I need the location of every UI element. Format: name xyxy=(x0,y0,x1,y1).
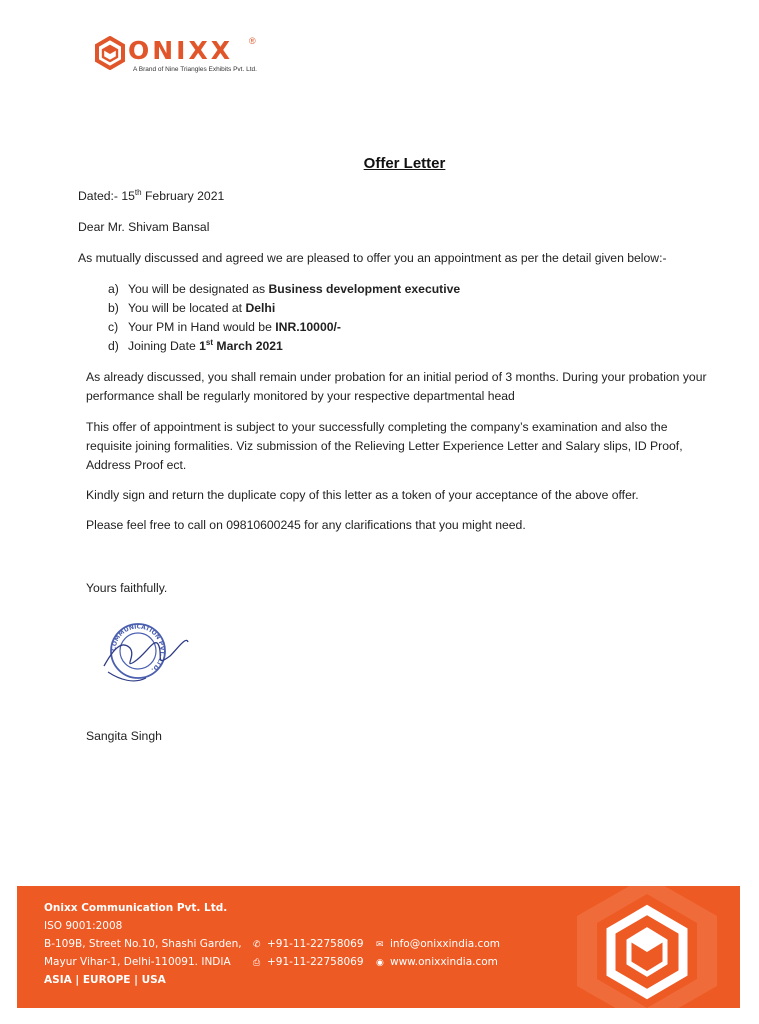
footer-email[interactable]: ✉ info@onixxindia.com xyxy=(376,935,500,954)
footer-address-line: Mayur Vihar-1, Delhi-110091. INDIA xyxy=(44,956,231,968)
signatory-name: Sangita Singh xyxy=(86,729,162,743)
envelope-icon: ✉ xyxy=(376,940,384,950)
footer-address-line: B-109B, Street No.10, Shashi Garden, xyxy=(44,938,242,950)
footer-company: Onixx Communication Pvt. Ltd. xyxy=(44,902,228,914)
probation-paragraph-line: performance shall be regularly monitored by your respective departmental head xyxy=(86,389,515,403)
svg-text:COMMUNICATION PVT. LTD.: COMMUNICATION PVT. LTD. xyxy=(110,623,166,674)
letterhead-footer xyxy=(17,886,740,1008)
footer-fax: ⎙ +91-11-22758069 xyxy=(253,953,364,972)
phone-icon: ✆ xyxy=(253,940,261,950)
intro-paragraph: As mutually discussed and agreed we are pleased to offer you an appointment as per the detail given below:- xyxy=(78,251,667,265)
registered-mark: ® xyxy=(249,36,256,46)
hexagon-cube-icon xyxy=(97,38,123,68)
closing: Yours faithfully. xyxy=(86,581,168,595)
salutation: Dear Mr. Shivam Bansal xyxy=(78,220,210,234)
probation-paragraph-line: As already discussed, you shall remain under probation for an initial period of 3 months. During your probation your xyxy=(86,370,707,384)
logo-tagline: A Brand of Nine Triangles Exhibits Pvt. Ltd. xyxy=(133,66,257,73)
footer-website[interactable]: ◉ www.onixxindia.com xyxy=(376,953,498,972)
logo-wordmark: ONIXX xyxy=(128,36,234,65)
list-item: b) You will be located at Delhi xyxy=(108,301,276,315)
conditions-paragraph-line: Address Proof ect. xyxy=(86,458,187,472)
footer-regions: ASIA | EUROPE | USA xyxy=(44,974,166,986)
letter-title: Offer Letter xyxy=(363,155,446,172)
fax-icon: ⎙ xyxy=(253,958,261,968)
footer-iso: ISO 9001:2008 xyxy=(44,920,123,932)
globe-icon: ◉ xyxy=(376,958,384,968)
conditions-paragraph-line: requisite joining formalities. Viz submission of the Relieving Letter Experience Letter and Salary slips, ID Proof, xyxy=(86,439,683,453)
onixx-logo xyxy=(93,36,127,70)
conditions-paragraph-line: This offer of appointment is subject to your successfully completing the company’s examination and also the xyxy=(86,420,668,434)
contact-paragraph: Please feel free to call on 09810600245 for any clarifications that you might need. xyxy=(86,518,526,532)
footer-hexagon-graphic xyxy=(537,886,740,1008)
footer-phone: ✆ +91-11-22758069 xyxy=(253,935,364,954)
list-item: c) Your PM in Hand would be INR.10000/- xyxy=(108,320,341,334)
letter-date: Dated:- 15th February 2021 xyxy=(78,187,225,203)
list-item: d) Joining Date 1st March 2021 xyxy=(108,337,283,353)
company-seal-signature xyxy=(94,618,204,690)
sign-return-paragraph: Kindly sign and return the duplicate copy of this letter as a token of your acceptance of the above offer. xyxy=(86,488,639,502)
list-item: a) You will be designated as Business development executive xyxy=(108,282,461,296)
